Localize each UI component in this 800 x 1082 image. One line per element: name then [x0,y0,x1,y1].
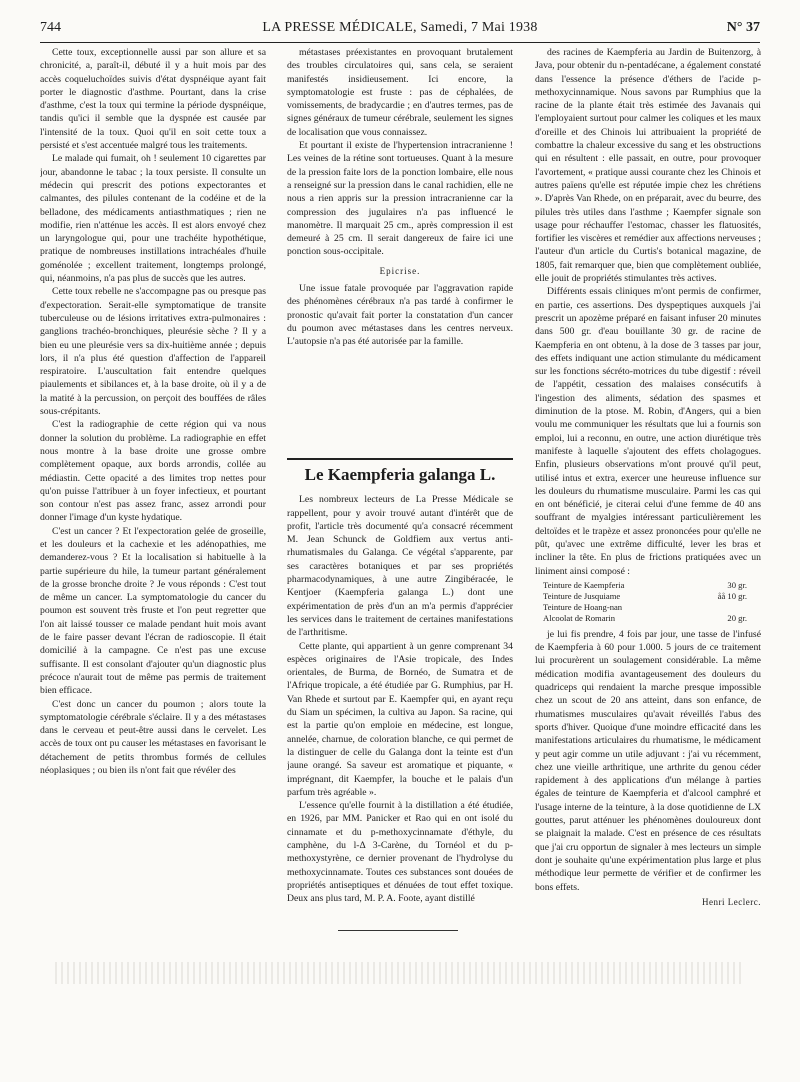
paragraph: C'est donc un cancer du poumon ; alors toute la symptomatologie cérébrale s'éclaire. Il y a des métastases dans le cerveau et peut-être aussi dans le cervelet. Les accès de toux ont pu causer les métastases en favorisant le détachement de petits thrombus formés de cellules néoplasiques ; ou bien ils n'ont fait que révéler des [40,698,266,777]
column-2-top [287,46,513,376]
paragraph: Cette toux, exceptionnelle aussi par son allure et sa chronicité, a, paraît-il, débuté il y a huit mois par des accès coqueluchoïdes suivis d'état dyspnéique ayant fait porter le diagnostic d'asthme. Pourtant, dans la crise d'asthme, c'est la toux qui termine la période dyspnéique, tandis qu'ici il semble que la dyspnée est causée par l'intensité de la toux. Quoi qu'il en soit cette toux a persisté et s'est accentuée malgré tous les traitements. [40,47,266,152]
liniment-recipe [543,580,761,624]
recipe-row: Alcoolat de Romarin 20 gr. [543,612,747,623]
column-2-article [287,468,513,928]
author-signature: Henri Leclerc. [702,896,761,907]
recipe-row: Teinture de Jusquiame åå 10 gr. [543,590,747,601]
column-1 [40,46,266,926]
end-rule [338,930,458,931]
paragraph: Cette plante, qui appartient à un genre comprenant 34 espèces originaires de l'Asie tropicale, des Indes orientales, de Burma, de Bornéo, de Sumatra et de l'Afrique tropicale, a été étudiée par G. Rumphius, par H. Van Rhede et surtout par E. Kaempfer qui, en ayant reçu du Siam un spécimen, la cultiva au Japon. Sa racine, qui est la partie qu'on emploie en médecine, est longue, annelée, charnue, de coloration blanche, ce qui permet de la distinguer de celle du Galanga dont la teinte est d'un jaune orangé. Sa saveur est aromatique et piquante, « imprégnant, dit Kaempfer, la bouche et le palais d'un parfum très agréable ». [287,640,513,798]
epicrise-paragraph: Une issue fatale provoquée par l'aggravation rapide des phénomènes cérébraux n'a pas tardé à confirmer le pronostic qu'avait fait porter la constatation d'un cancer du poumon avec métastases dans les centres nerveux. L'autopsie n'a pas été autorisée par la famille. [287,283,513,348]
paragraph: C'est un cancer ? Et l'expectoration gelée de groseille, et les douleurs et la cachexie et les adénopathies, me demanderez-vous ? Et la localisation si habituelle à la partie supérieure du hile, la tumeur partant généralement de la grosse bronche droite ? Je vous réponds : C'est tout de même un cancer. La symptomatologie du cancer du poumon est souvent très fruste et l'on peut regretter que l'on ait laissé tousser ce malade pendant huit mois avant de le faire passer devant l'écran de radioscopie. Il était domicilié à la campagne. Ce n'est pas une excuse suffisante. Il est consolant d'ajouter qu'un diagnostic plus précoce n'aurait tout de même pas permis de traitement bien efficace. [40,525,266,697]
page-header [40,16,760,43]
section-divider [287,458,513,460]
paragraph: je lui fis prendre, 4 fois par jour, une tasse de l'infusé de Kaempferia à 60 pour 1.000. 5 jours de ce traitement lui procurèrent un soulagement considérable. La même médication modifia avantageusement des douleurs du quadriceps qui rendaient la marche presque impossible chez un scout de 20 ans atteint, dans son enfance, de rhumatismes musculaires qu'avait réveillés l'abus des sports d'hiver. Quoique d'une moindre efficacité dans les manifestations articulaires du rhumatisme, le médicament y peut agir comme un utile adjuvant : j'ai vu récemment, chez une vieille arthritique, une arthrite du genou céder rapidement à des applications d'un mélange à parties égales de teinture de Kaempferia et d'alcool camphré et l'usage interne de la teinture, à la dose quotidienne de LX gouttes, parut atténuer les phénomènes douloureux dont se plaignait la malade. C'est en présence de ces résultats que j'ai cru opportun de signaler à mes lecteurs un simple dont je souhaite qu'une expérimentation plus large et plus méthodique leur permette de vérifier et de confirmer les bons effets. [535,628,761,893]
paragraph: des racines de Kaempferia au Jardin de Buitenzorg, à Java, pour obtenir du n-pentadécane, a également constaté dans l'essence la présence d'éthers de l'acide p-methoxycinnamique. Nous savons par Rumphius que la racine de la plante était très estimée des Javanais qui l'employaient surtout pour calmer les coliques et les maux d'oreille et des Chinois lui attribuaient la propriété de combattre la chaleur excessive du sang et les obstructions qui en résultent : elle passait, en outre, pour provoquer l'avortement, « pratique aussi courante chez les Chinois et autres païens qu'elle est réputée impie chez les chrétiens ». D'après Van Rhede, on en préparait, avec du beurre, des pilules très utiles dans l'asthme ; Kaempfer signale son usage pour réchauffer l'estomac, chasser les flatuosités, fortifier les viscères et remédier aux affections nerveuses ; l'auteur d'un article du Curtis's botanical magazine, de 1805, fait remarquer que, bien que complètement oubliée, elle jouit de propriétés stimulantes très actives. [535,47,761,285]
paragraph: L'essence qu'elle fournit à la distillation a été étudiée, en 1926, par MM. Panicker et Rao qui en ont isolé du cinnamate et du p-methoxycinnamate d'éthyle, du camphène, du l-Δ 3-Carène, du Tornéol et du p-methoxystyrène, ce dernier provenant de l'hydrolyse du methoxycinnamate. Toutes ces substances sont douées de propriétés antiseptiques et dénuées de tout effet toxique. Deux ans plus tard, M. P. A. Foote, ayant distillé [287,800,513,905]
epicrise-heading: Epicrise. [379,265,421,276]
paragraph: C'est la radiographie de cette région qui va nous donner la solution du problème. La radiographie en effet nous montre à la base droite une grosse ombre complètement opaque, aux bords arrondis, collée au médiastin. Cette opacité a des limites trop nettes pour qu'on puisse l'attribuer à un foyer infectieux, et pourtant son contour n'est pas assez franc, assez arrondi pour donner l'image d'un kyste hydatique. [40,419,266,524]
column-3 [535,46,761,926]
journal-title: LA PRESSE MÉDICALE, Samedi, 7 Mai 1938 [262,20,538,35]
issue-number: N° 37 [726,20,760,35]
paragraph: Différents essais cliniques m'ont permis de confirmer, en partie, ces assertions. Des dyspeptiques auxquels j'ai prescrit un apozème préparé en faisant infuser 20 minutes dans 500 gr. d'eau bouillante 30 gr. de racine de Kaempferia en ont obtenu, à la dose de 3 tasses par jour, des effets indiquant une action stimulante du médicament sur les fonctions sécréto-motrices du tube digestif : réveil de l'appétit, cessation des malaises consécutifs à l'ingestion des aliments, sédation des spasmes et diminution de la ptose. M. Robin, d'Angers, qui a bien voulu me communiquer les résultats que lui a fournis son emploi, lui a reconnu, en outre, une action diurétique très manifeste à laquelle s'ajoutent des effets cholagogues. Enfin, plusieurs observations m'ont prouvé qu'il peut, utilisé intus et extra, exercer une heureuse influence sur les douleurs du rhumatisme musculaire. Parmi les cas qui en ont bénéficié, je citerai celui d'une femme de 40 ans souffrant de myalgies intéressant particulièrement les deltoïdes et le trapèze et assez prononcées pour qu'elle ne pût, qu'avec une extrême difficulté, lever les bras et incliner la tête. En plus de frictions pratiquées avec un liniment ainsi composé : [535,286,761,577]
scan-bleed-through [55,962,745,984]
paragraph: métastases préexistantes en provoquant brutalement des troubles circulatoires qui, sans cela, se seraient manifestés insidieusement. Ici encore, la symptomatologie est fruste : pas de céphalées, de vomissements, de bradycardie ; en d'autres termes, pas de signes généraux de tumeur cérébrale, seulement les signes de localisation que vous connaissez. [287,47,513,138]
paragraph: Cette toux rebelle ne s'accompagne pas ou presque pas d'expectoration. Serait-elle symptomatique de transite tuberculeuse ou de lésions irritatives extra-pulmonaires : ganglions trachéo-bronchiques, pleurésie sèche ? Il y a bien eu une pleurésie vers sa dix-huitième année ; depuis lors, il n'a plus été question d'affection de l'appareil respiratoire. L'auscultation fait entendre quelques piaulements et sibilances et, à la base droite, où il y a de la matité à la percussion, on perçoit des bouffées de râles sous-crépitants. [40,286,266,418]
paragraph: Et pourtant il existe de l'hypertension intracranienne ! Les veines de la rétine sont tortueuses. Quant à la mesure de la pression faite lors de la ponction lombaire, elle nous a renseigné sur la pression dans le canal rachidien, elle ne nous a rien appris sur la pression intracranienne car la compression des jugulaires n'a pas influencé le manomètre. Il marquait 25 cm., après compression il est demeuré à 25 cm. Il serait dangereux de faire ici une ponction sous-occipitale. [287,140,513,258]
paragraph: Les nombreux lecteurs de La Presse Médicale se rappellent, pour y avoir trouvé autant d'intérêt que de profit, l'article très documenté qu'a consacré récemment M. Jean Schunck de Goldfiem aux vertus anti-rhumatismales du Galanga. Ce végétal s'apparente, par ses caractères botaniques et par ses propriétés pharmacodynamiques, à une autre Zingibéracée, le Kentjoer (Kaempferia galanga L.) dont une expérimentation de près d'un an m'a permis d'apprécier les services dans le traitement de certaines manifestations de l'arthritisme. [287,494,513,639]
recipe-row: Teinture de Kaempferia 30 gr. [543,579,747,590]
paragraph: Le malade qui fumait, oh ! seulement 10 cigarettes par jour, abandonne le tabac ; la toux persiste. Il consulte un médecin qui prescrit des potions expectorantes et calmantes, des pilules contenant de la codéine et de la belladone, des médicaments antiasthmatiques ; rien ne modifie, rien n'atténue les accès. Il est alors envoyé chez un laryngologue qui, pour une trachéite hypothétique, pratique de nombreuses instillations intrachéales d'huile goménolée ; excellent traitement, longtemps prolongé, qui, néanmoins, n'a pas plus de succès que les autres. [40,153,266,285]
page-number: 744 [40,20,61,35]
recipe-row: Teinture de Hoang-nan [543,601,623,612]
article-title: Le Kaempferia galanga L. [304,468,496,484]
